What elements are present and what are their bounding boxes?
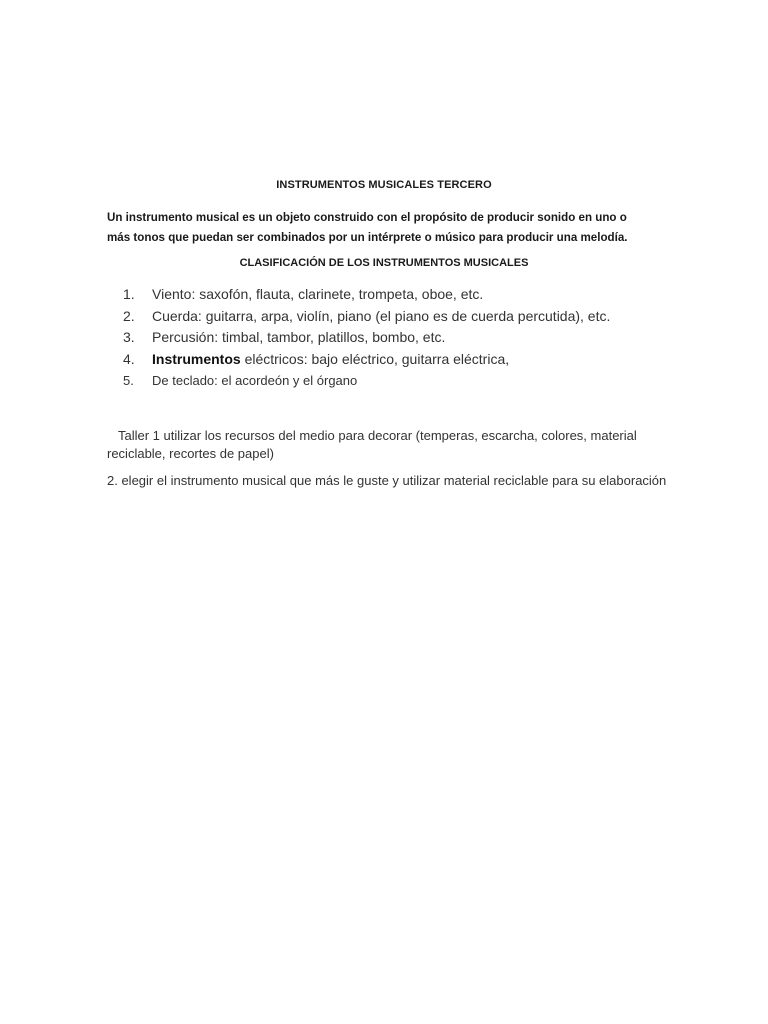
list-item	[123, 306, 683, 328]
workshop-paragraph-1	[107, 427, 667, 463]
list-item-number: 4.	[123, 350, 135, 367]
intro-paragraph: Un instrumento musical es un objeto construido con el propósito de producir sonido en uno o más tonos que puedan ser combinados por un intérprete o músico para producir una melodía.	[107, 211, 628, 244]
list-item-text: eléctricos: bajo eléctrico, guitarra eléctrica,	[240, 350, 510, 367]
list-item-number: 3.	[123, 329, 135, 345]
list-item-text: Viento: saxofón, flauta, clarinete, trompeta, oboe, etc.	[152, 286, 484, 302]
list-item-number: 5.	[123, 373, 134, 388]
section-subtitle: CLASIFICACIÓN DE LOS INSTRUMENTOS MUSICALES	[239, 257, 529, 269]
list-item-bold-text: Instrumentos	[152, 350, 241, 367]
list-item-number: 1.	[123, 286, 135, 302]
list-item-text: De teclado: el acordeón y el órgano	[152, 373, 358, 388]
list-item	[123, 370, 683, 392]
list-item-text: Cuerda: guitarra, arpa, violín, piano (el piano es de cuerda percutida), etc.	[152, 307, 611, 324]
list-item-number: 2.	[123, 307, 135, 324]
workshop-text-1: Taller 1 utilizar los recursos del medio para decorar (temperas, escarcha, colores, material reciclable, recortes de papel)	[107, 428, 637, 461]
document-title: INSTRUMENTOS MUSICALES TERCERO	[276, 179, 492, 191]
workshop-paragraph-2: 2. elegir el instrumento musical que más le guste y utilizar material reciclable para su elaboración	[107, 473, 667, 488]
list-item	[123, 349, 683, 371]
classification-list	[123, 284, 683, 392]
list-item-text: Percusión: timbal, tambor, platillos, bombo, etc.	[152, 329, 446, 345]
list-item	[123, 327, 683, 349]
list-item	[123, 284, 683, 306]
